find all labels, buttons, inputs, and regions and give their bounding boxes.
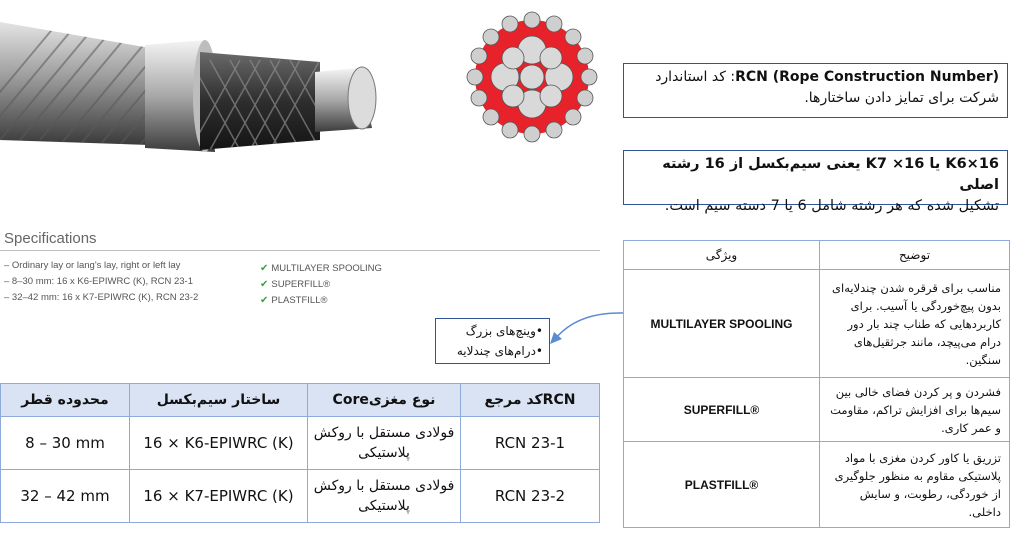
cell-construction: 16 × K7-EPIWRC (K) [130, 470, 308, 523]
cell-core-type: فولادی مستقل با روکش پلاستیکی [308, 417, 461, 470]
feature-item: ✔ PLASTFILL® [260, 295, 328, 306]
cell-diameter: 8 – 30 mm [1, 417, 130, 470]
check-icon: ✔ [260, 295, 269, 306]
table-row [1, 417, 600, 470]
cell-description: مناسب برای قرقره شدن چندلایه‌ای بدون پیچ‌خوردگی یا آسیب. برای کاربردهایی که طناب چند بار دور درام می‌پیچد، مانند جرثقیل‌های سنگین. [820, 270, 1010, 378]
callout-line: •درام‌های چندلایه [456, 344, 543, 358]
rope-construction-table [0, 383, 600, 523]
cell-description: فشردن و پر کردن فضای خالی بین سیم‌ها برای افزایش تراکم، مقاومت و عمر کاری. [820, 378, 1010, 442]
construction-line1: 16×K6 یا K7 ×16 یعنی سیم‌بکسل از 16 رشته اصلی [662, 156, 999, 193]
header-description: توضیح [820, 241, 1010, 270]
header-construction: ساختار سیم‌بکسل [130, 384, 308, 417]
cell-feature: MULTILAYER SPOOLING [624, 270, 820, 378]
rcn-definition-box [623, 63, 1008, 118]
check-icon: ✔ [260, 279, 269, 290]
specifications-divider [0, 250, 600, 251]
feature-item: ✔ MULTILAYER SPOOLING [260, 263, 382, 274]
construction-explanation-box [623, 150, 1008, 214]
cell-rcn: RCN 23-2 [461, 470, 600, 523]
rcn-term: RCN (Rope Construction Number) [735, 69, 999, 85]
callout-line: •وینچ‌های بزرگ [465, 324, 543, 338]
table-row [624, 270, 1010, 378]
table-header-row [624, 241, 1010, 270]
cell-description: تزریق یا کاور کردن مغزی با مواد پلاستیکی مقاوم به منظور جلوگیری از خوردگی، رطوبت، و سایش داخلی. [820, 442, 1010, 528]
callout-arrow [548, 308, 628, 348]
spec-item: – 8–30 mm: 16 x K6-EPIWRC (K), RCN 23-1 [4, 276, 193, 287]
wire-rope-photo [0, 0, 460, 190]
cell-core-type: فولادی مستقل با روکش پلاستیکی [308, 470, 461, 523]
features-table [623, 240, 1010, 528]
table-header-row [1, 384, 600, 417]
rcn-definition-line2: شرکت برای تمایز دادن ساختارها. [804, 90, 999, 106]
header-diameter: محدوده قطر [1, 384, 130, 417]
cell-construction: 16 × K6-EPIWRC (K) [130, 417, 308, 470]
check-icon: ✔ [260, 263, 269, 274]
feature-item: ✔ SUPERFILL® [260, 279, 331, 290]
application-callout [435, 318, 550, 364]
cell-diameter: 32 – 42 mm [1, 470, 130, 523]
rcn-definition-text: : کد استاندارد [655, 69, 736, 85]
table-row [1, 470, 600, 523]
specifications-title: Specifications [4, 230, 97, 247]
cell-rcn: RCN 23-1 [461, 417, 600, 470]
cell-feature: SUPERFILL® [624, 378, 820, 442]
table-row [624, 442, 1010, 528]
spec-item: – Ordinary lay or lang's lay, right or left lay [4, 260, 181, 271]
header-rcn: RCNکد مرجع [461, 384, 600, 417]
table-row [624, 378, 1010, 442]
construction-line2: تشکیل شده که هر رشته شامل 6 یا 7 دسته سیم است. [664, 198, 999, 214]
rope-cross-section-diagram [465, 10, 600, 145]
header-core-type: نوع مغزیCore [308, 384, 461, 417]
header-feature: ویژگی [624, 241, 820, 270]
cell-feature: PLASTFILL® [624, 442, 820, 528]
spec-item: – 32–42 mm: 16 x K7-EPIWRC (K), RCN 23-2 [4, 292, 199, 303]
